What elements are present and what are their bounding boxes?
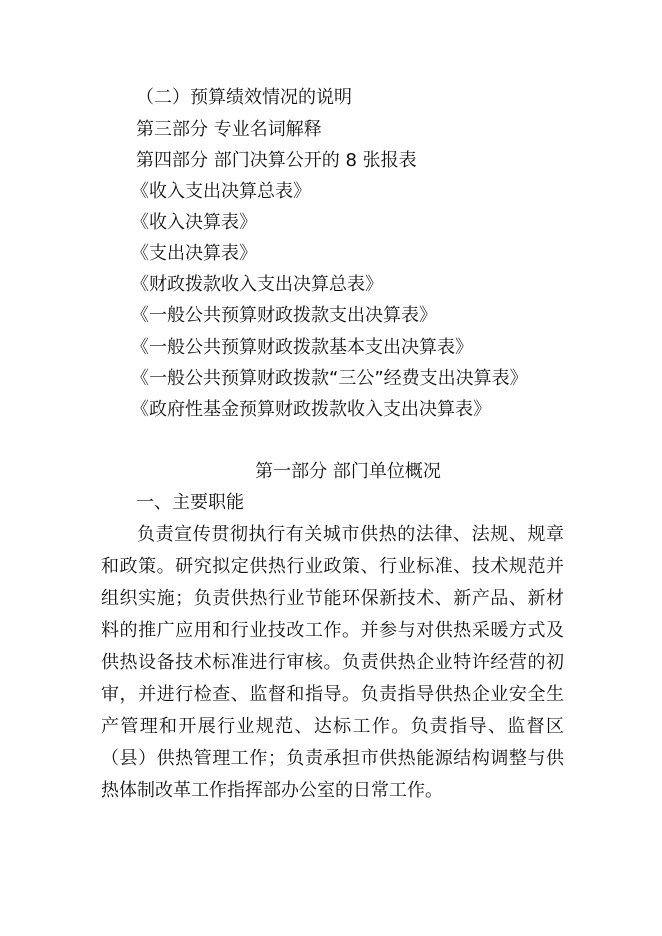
toc-item-report-4: 《财政拨款收入支出决算总表》: [131, 274, 383, 295]
section-body-paragraph: 负责宣传贯彻执行有关城市供热的法律、法规、规章和政策。研究拟定供热行业政策、行业标准、技术规范并组织实施；负责供热行业节能环保新技术、新产品、新材料的推广应用和行业技改工作。并参与对供热采暖方式及供热设备技术标准进行审核。负责供热企业特许经营的初审，并进行检查、监督和指导。负责指导供热企业安全生产管理和开展行业规范、达标工作。负责指导、监督区（县）供热管理工作；负责承担市供热能源结构调整与供热体制改革工作指挥部办公室的日常工作。: [101, 524, 564, 801]
toc-item-part-three: 第三部分 专业名词解释: [136, 119, 322, 140]
toc-item-report-3: 《支出决算表》: [131, 243, 257, 264]
toc-item-report-7: 《一般公共预算财政拨款“三公”经费支出决算表》: [131, 368, 528, 389]
section-subtitle: 一、主要职能: [136, 492, 244, 513]
toc-item-report-1: 《收入支出决算总表》: [131, 181, 311, 202]
toc-item-report-5: 《一般公共预算财政拨款支出决算表》: [131, 305, 437, 326]
toc-item-report-6: 《一般公共预算财政拨款基本支出决算表》: [131, 337, 473, 358]
toc-item-part-four: 第四部分 部门决算公开的 8 张报表: [136, 150, 417, 171]
toc-item-report-8: 《政府性基金预算财政拨款收入支出决算表》: [131, 399, 491, 420]
section-title: 第一部分 部门单位概况: [255, 461, 441, 482]
toc-item-budget-performance: （二）预算绩效情况的说明: [136, 87, 352, 108]
toc-item-report-2: 《收入决算表》: [131, 212, 257, 233]
